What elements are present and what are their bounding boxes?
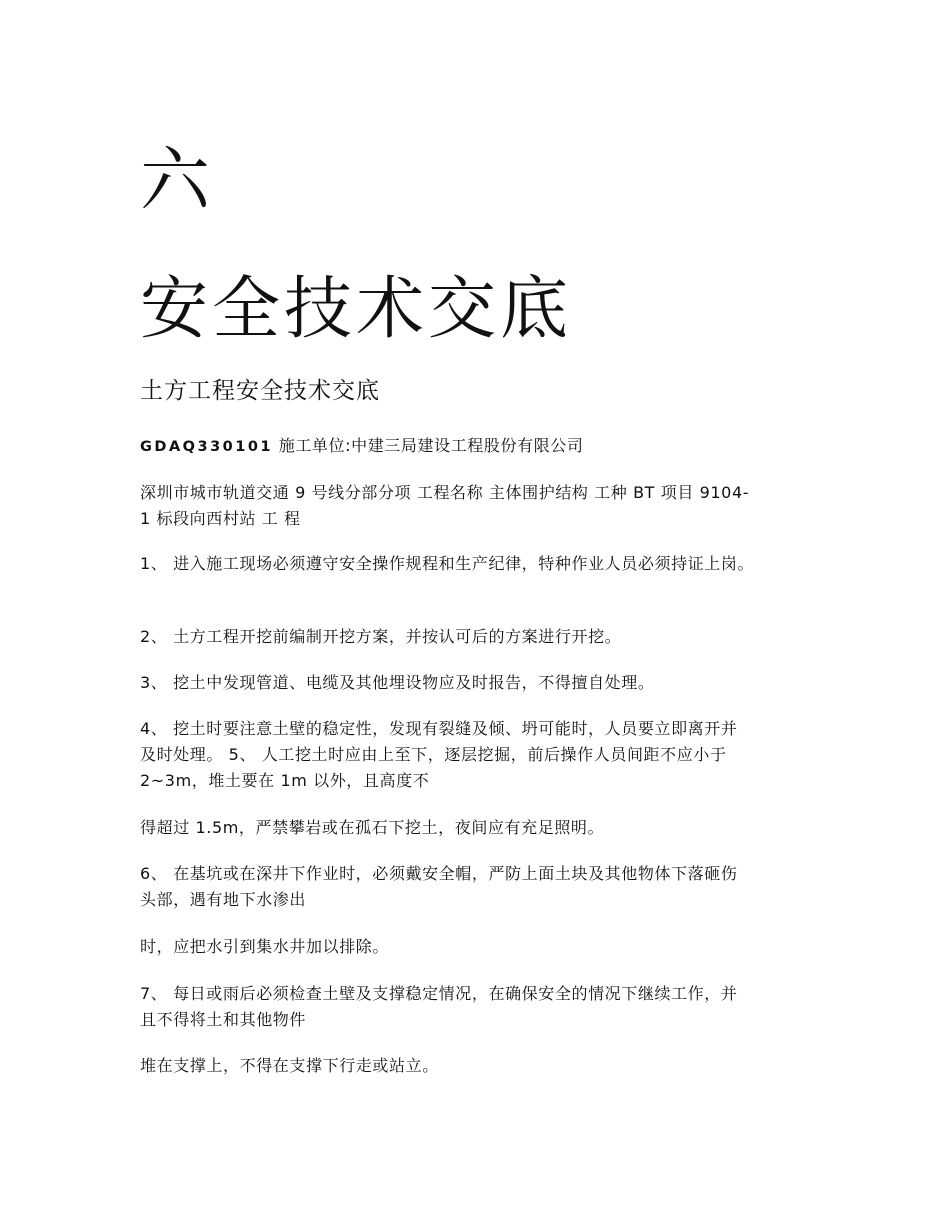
project-info bbox=[140, 480, 810, 532]
paragraph-6-line-2: 头部，遇有地下水渗出 bbox=[140, 890, 307, 909]
paragraph-6 bbox=[140, 861, 810, 913]
paragraph-1: 1、 进入施工现场必须遵守安全操作规程和生产纪律，特种作业人员必须持证上岗。 bbox=[140, 554, 755, 573]
paragraph-8-line-2: 且不得将土和其他物件 bbox=[140, 1010, 307, 1029]
paragraph-7: 时，应把水引到集水井加以排除。 bbox=[140, 937, 390, 956]
paragraph-9: 堆在支撑上，不得在支撑下行走或站立。 bbox=[140, 1056, 439, 1075]
paragraph-4-line-1: 4、 挖土时要注意土壁的稳定性，发现有裂缝及倾、坍可能时，人员要立即离开并 bbox=[140, 719, 738, 738]
paragraph-4-line-3: 2~3m，堆土要在 1m 以外，且高度不 bbox=[140, 771, 430, 790]
project-info-line-1: 深圳市城市轨道交通 9 号线分部分项 工程名称 主体围护结构 工种 BT 项目 9104- bbox=[140, 483, 750, 502]
paragraph-5: 得超过 1.5m，严禁攀岩或在孤石下挖土，夜间应有充足照明。 bbox=[140, 818, 605, 837]
project-info-line-2: 1 标段向西村站 工 程 bbox=[140, 509, 301, 528]
paragraph-3: 3、 挖土中发现管道、电缆及其他埋设物应及时报告，不得擅自处理。 bbox=[140, 673, 655, 692]
chapter-title: 安全技术交底 bbox=[140, 270, 573, 349]
paragraph-4 bbox=[140, 716, 810, 794]
paragraph-8 bbox=[140, 981, 810, 1033]
paragraph-2: 2、 土方工程开挖前编制开挖方案，并按认可后的方案进行开挖。 bbox=[140, 627, 622, 646]
paragraph-8-line-1: 7、 每日或雨后必须检查土壁及支撑稳定情况，在确保安全的情况下继续工作，并 bbox=[140, 984, 738, 1003]
paragraph-4-line-2: 及时处理。 5、 人工挖土时应由上至下，逐层挖掘，前后操作人员间距不应小于 bbox=[140, 745, 727, 764]
paragraph-6-line-1: 6、 在基坑或在深井下作业时，必须戴安全帽，严防上面土块及其他物体下落砸伤 bbox=[140, 864, 738, 883]
construction-unit: 施工单位:中建三局建设工程股份有限公司 bbox=[278, 436, 584, 455]
document-code: GDAQ330101 bbox=[140, 439, 274, 455]
section-title: 土方工程安全技术交底 bbox=[140, 378, 380, 404]
meta-line bbox=[140, 433, 810, 460]
chapter-number: 六 bbox=[140, 139, 210, 221]
